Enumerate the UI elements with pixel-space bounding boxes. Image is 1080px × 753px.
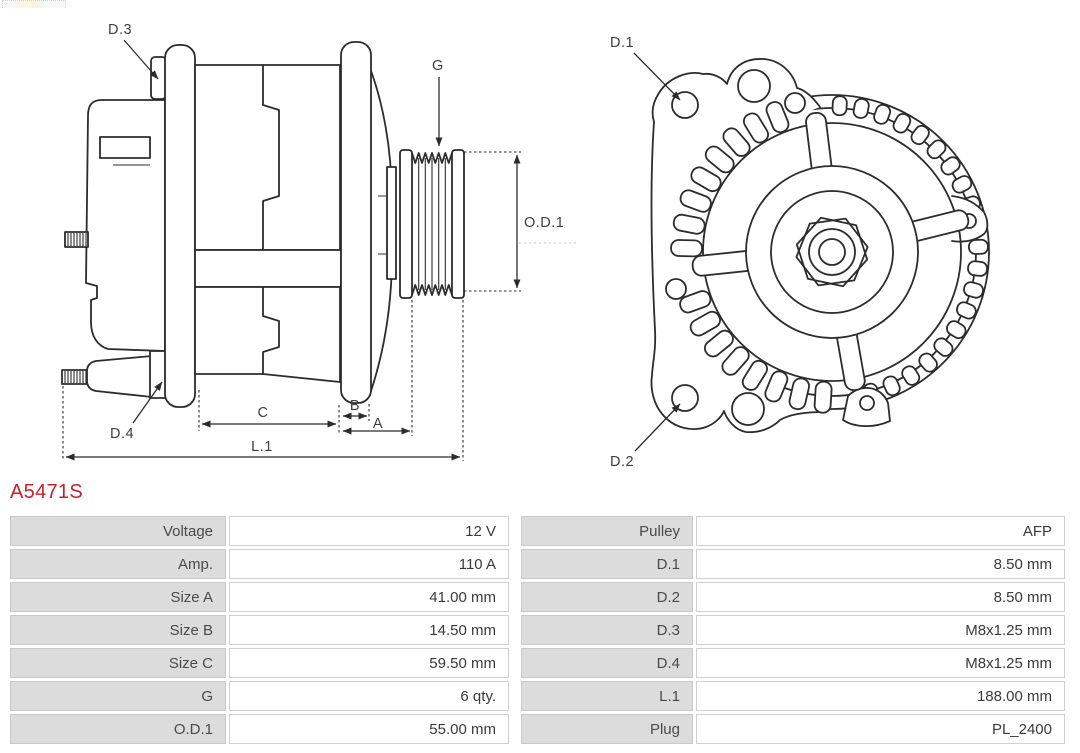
housing-top-tab — [100, 137, 150, 158]
front-view-drawing — [610, 35, 989, 470]
spec-value: 12 V — [229, 516, 509, 546]
pulley — [400, 150, 464, 298]
dim-label-b: B — [349, 398, 361, 414]
left-flange — [165, 45, 195, 407]
spec-label: D.4 — [521, 648, 693, 678]
dim-label-d3: D.3 — [108, 22, 133, 38]
part-number-heading: A5471S — [10, 481, 83, 503]
dim-label-od1: O.D.1 — [524, 215, 565, 231]
spec-label: Voltage — [10, 516, 226, 546]
spec-label: L.1 — [521, 681, 693, 711]
body-upper-block — [195, 65, 340, 250]
d2-mount-hole — [672, 385, 698, 411]
spec-value: PL_2400 — [696, 714, 1065, 744]
d1-leader-arrow — [634, 53, 680, 100]
dim-label-a: A — [372, 416, 384, 432]
spec-value: M8x1.25 mm — [696, 615, 1065, 645]
right-flange — [341, 42, 371, 403]
body-lower-block — [195, 287, 340, 382]
spec-label: Plug — [521, 714, 693, 744]
spec-value: 59.50 mm — [229, 648, 509, 678]
spec-label: Size B — [10, 615, 226, 645]
mid-left-hole — [666, 279, 686, 299]
upper-small-hole — [785, 93, 805, 113]
shaft-spacer-plate — [387, 167, 396, 279]
dim-label-d2: D.2 — [610, 454, 635, 470]
spec-label: Size C — [10, 648, 226, 678]
spec-table — [10, 516, 1068, 744]
side-view-drawing — [62, 22, 578, 461]
threaded-stud-top — [65, 232, 88, 247]
spec-label: D.2 — [521, 582, 693, 612]
spec-value: 14.50 mm — [229, 615, 509, 645]
dim-label-d4: D.4 — [110, 426, 135, 442]
spec-value: 8.50 mm — [696, 582, 1065, 612]
spec-label: G — [10, 681, 226, 711]
body-mid-band — [195, 250, 341, 287]
spec-label: Size A — [10, 582, 226, 612]
spec-value: 55.00 mm — [229, 714, 509, 744]
spec-value: AFP — [696, 516, 1065, 546]
spec-value: 188.00 mm — [696, 681, 1065, 711]
dim-label-c: C — [257, 405, 269, 421]
shaft-circle — [809, 229, 855, 275]
d2-leader-arrow — [635, 404, 680, 451]
dim-label-d1: D.1 — [610, 35, 635, 51]
spec-label: Pulley — [521, 516, 693, 546]
spec-value: 41.00 mm — [229, 582, 509, 612]
spec-value: 110 A — [229, 549, 509, 579]
top-bolt-hole — [738, 70, 770, 102]
bottom-bolt-hole — [732, 393, 764, 425]
bottom-boss — [87, 356, 152, 397]
spec-value: 6 qty. — [229, 681, 509, 711]
spec-value: 8.50 mm — [696, 549, 1065, 579]
spec-label: D.3 — [521, 615, 693, 645]
spec-label: O.D.1 — [10, 714, 226, 744]
dim-label-l1: L.1 — [251, 439, 273, 455]
spec-value: M8x1.25 mm — [696, 648, 1065, 678]
spec-label: Amp. — [10, 549, 226, 579]
spec-label: D.1 — [521, 549, 693, 579]
d3-thread-boss — [151, 57, 166, 99]
dim-label-g: G — [432, 58, 444, 74]
